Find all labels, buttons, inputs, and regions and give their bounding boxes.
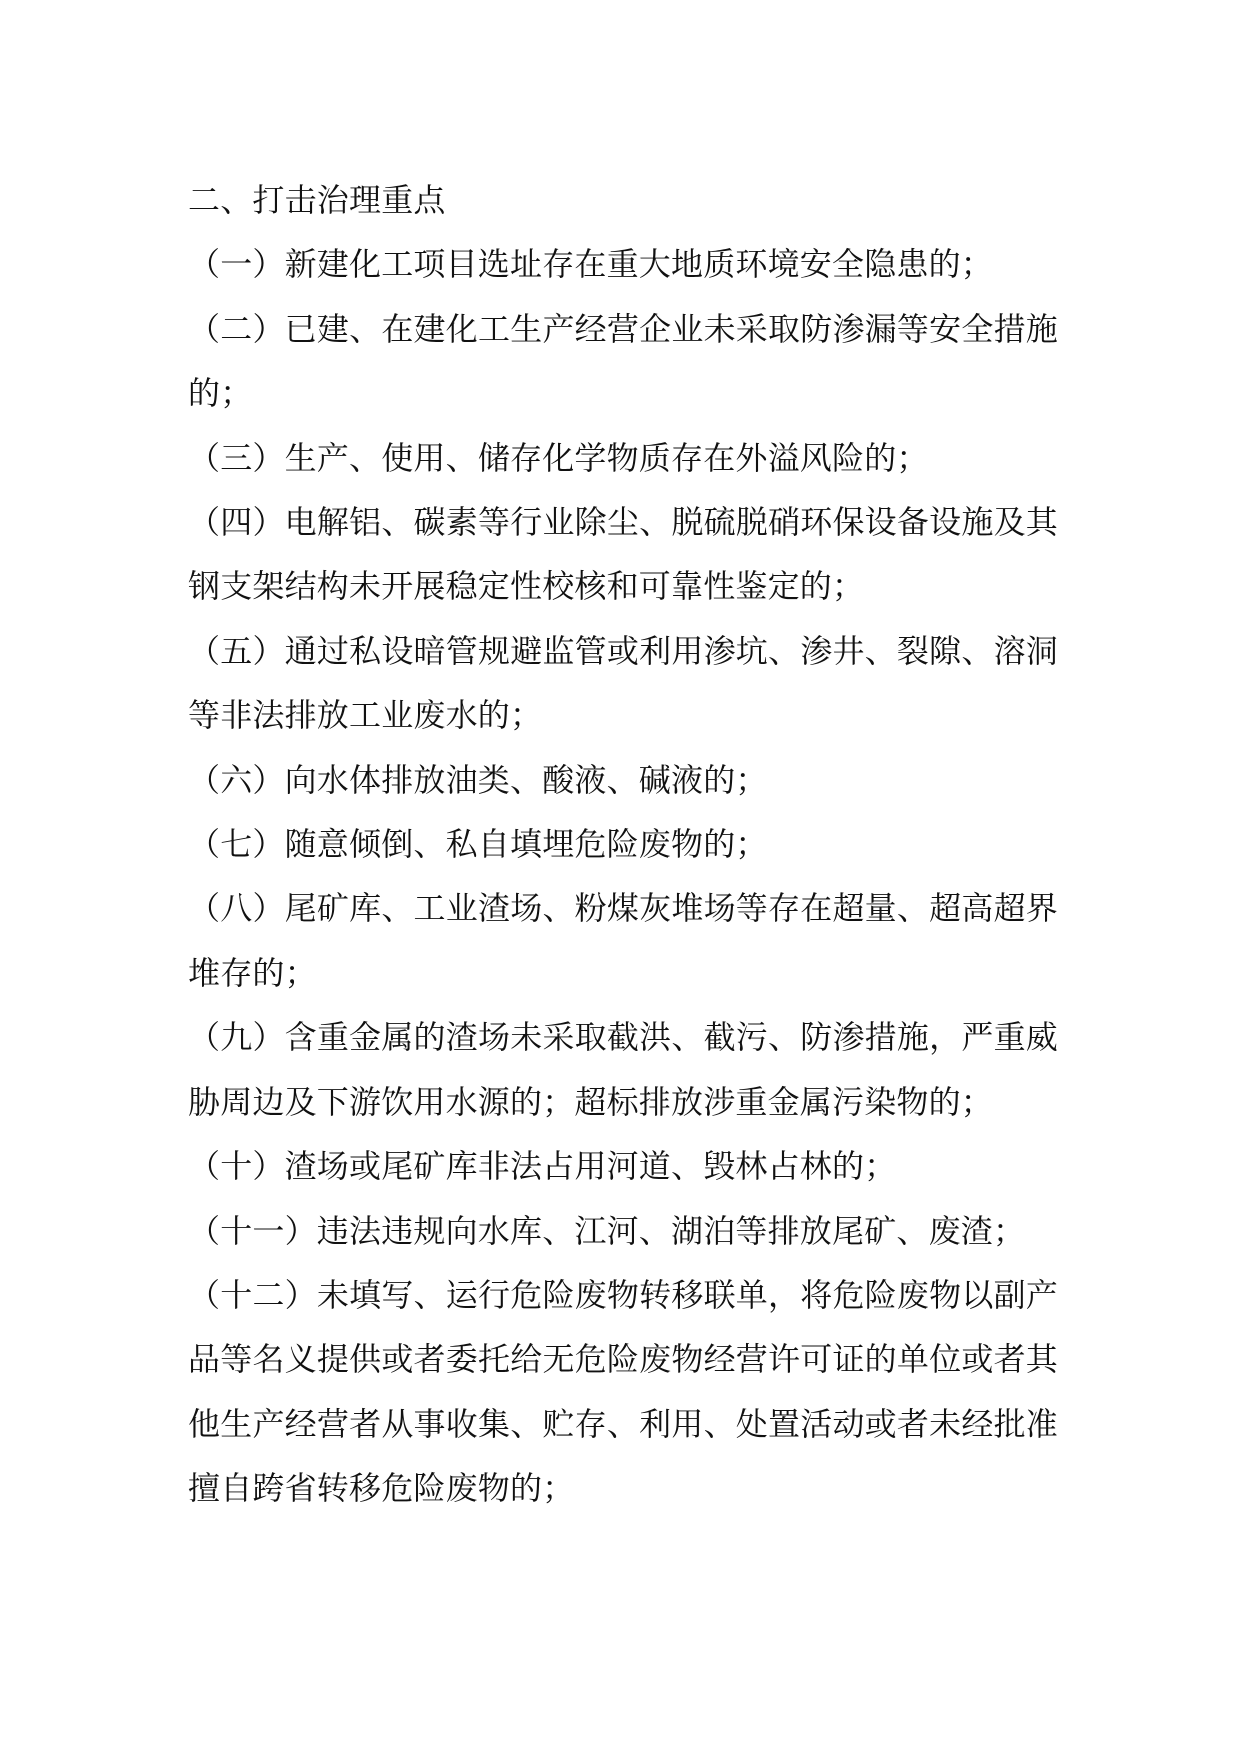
list-item-4: （四）电解铝、碳素等行业除尘、脱硫脱硝环保设备设施及其钢支架结构未开展稳定性校核和可靠性鉴定的； xyxy=(188,503,1058,606)
document-body xyxy=(188,168,1058,1521)
list-item-11: （十一）违法违规向水库、江河、湖泊等排放尾矿、废渣； xyxy=(188,1211,1026,1250)
list-item-12: （十二）未填写、运行危险废物转移联单，将危险废物以副产品等名义提供或者委托给无危险废物经营许可证的单位或者其他生产经营者从事收集、贮存、利用、处置活动或者未经批准擅自跨省转移危险废物的； xyxy=(188,1275,1058,1508)
list-item-5: （五）通过私设暗管规避监管或利用渗坑、渗井、裂隙、溶洞等非法排放工业废水的； xyxy=(188,631,1058,735)
list-item-8: （八）尾矿库、工业渣场、粉煤灰堆场等存在超量、超高超界堆存的； xyxy=(188,889,1058,992)
list-item-10: （十）渣场或尾矿库非法占用河道、毁林占林的； xyxy=(188,1147,897,1186)
list-item-6: （六）向水体排放油类、酸液、碱液的； xyxy=(188,760,768,799)
list-item-9: （九）含重金属的渣场未采取截洪、截污、防渗措施，严重威胁周边及下游饮用水源的；超标排放涉重金属污染物的； xyxy=(188,1018,1058,1121)
list-item-2: （二）已建、在建化工生产经营企业未采取防渗漏等安全措施的； xyxy=(188,309,1058,413)
list-item-1: （一）新建化工项目选址存在重大地质环境安全隐患的； xyxy=(188,245,994,284)
list-item-7: （七）随意倾倒、私自填埋危险废物的； xyxy=(188,825,768,864)
section-heading: 二、打击治理重点 xyxy=(188,181,446,219)
list-item-3: （三）生产、使用、储存化学物质存在外溢风险的； xyxy=(188,438,929,477)
